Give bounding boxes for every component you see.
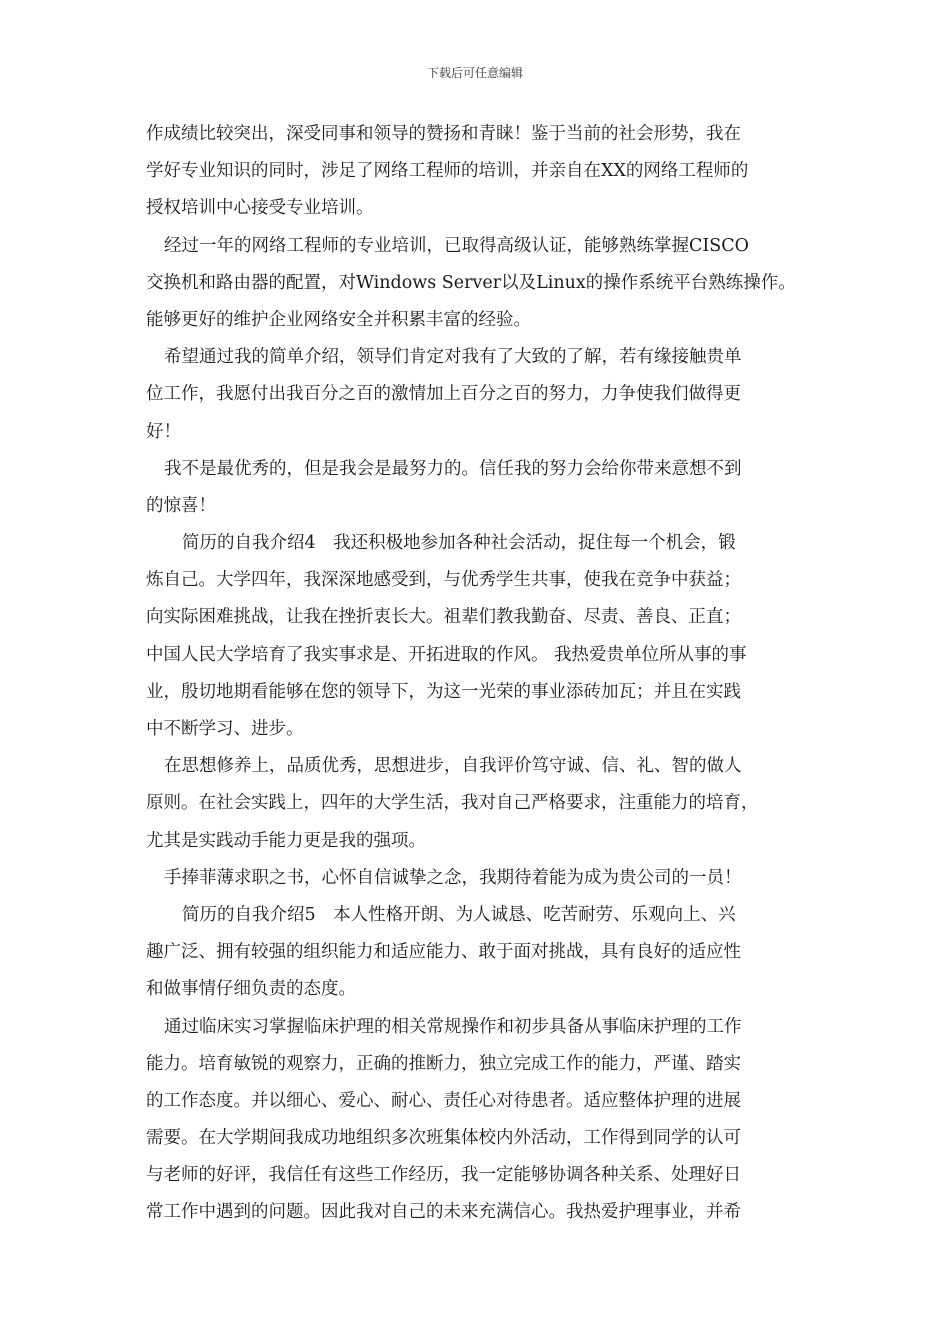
text-line: 交换机和路由器的配置，对Windows Server以及Linux的操作系统平台熟练操作。 [146, 272, 796, 293]
text-line: 需要。在大学期间我成功地组织多次班集体校内外活动，工作得到同学的认可 [146, 1128, 741, 1149]
section-heading-line: 简历的自我介绍4 我还积极地参加各种社会活动，捉住每一个机会，锻 [182, 533, 736, 554]
text-line: 向实际困难挑战，让我在挫折衷长大。祖辈们教我勤奋、尽责、善良、正直； [146, 607, 741, 628]
paragraph-start: 经过一年的网络工程师的专业培训，已取得高级认证，能够熟练掌握CISCO [164, 235, 750, 256]
text-line: 趣广泛、拥有较强的组织能力和适应能力、敢于面对挑战，具有良好的适应性 [146, 942, 741, 963]
text-line: 能力。培育敏锐的观察力，正确的推断力，独立完成工作的能力，严谨、踏实 [146, 1053, 741, 1074]
text-line: 作成绩比较突出，深受同事和领导的赞扬和青睐！鉴于当前的社会形势，我在 [146, 124, 741, 144]
text-line: 炼自己。大学四年，我深深地感受到，与优秀学生共事，使我在竞争中获益； [146, 570, 741, 591]
page-header: 下载后可任意编辑 [426, 66, 523, 80]
text-line: 与老师的好评，我信任有这些工作经历，我一定能够协调各种关系、处理好日 [146, 1165, 741, 1186]
text-line: 中国人民大学培育了我实事求是、开拓进取的作风。 我热爱贵单位所从事的事 [146, 644, 747, 665]
text-line: 能够更好的维护企业网络安全并积累丰富的经验。 [146, 309, 531, 330]
paragraph-start: 我不是最优秀的，但是我会是最努力的。信任我的努力会给你带来意想不到 [164, 458, 742, 479]
paragraph-start: 希望通过我的简单介绍，领导们肯定对我有了大致的了解，若有缘接触贵单 [164, 347, 742, 368]
text-line: 位工作，我愿付出我百分之百的激情加上百分之百的努力，力争使我们做得更 [146, 384, 741, 405]
section-heading-line: 简历的自我介绍5 本人性格开朗、为人诚恳、吃苦耐劳、乐观向上、兴 [182, 904, 736, 925]
text-line: 业，殷切地期看能够在您的领导下，为这一光荣的事业添砖加瓦；并且在实践 [146, 681, 741, 702]
text-line: 原则。在社会实践上，四年的大学生活，我对自己严格要求，注重能力的培育， [146, 793, 759, 814]
text-line: 的惊喜！ [146, 495, 216, 516]
text-line: 尤其是实践动手能力更是我的强项。 [146, 830, 426, 851]
text-line: 授权培训中心接受专业培训。 [146, 198, 374, 219]
document-body [146, 116, 814, 1232]
text-line: 学好专业知识的同时，涉足了网络工程师的培训，并亲自在XX的网络工程师的 [146, 161, 749, 182]
text-line: 和做事情仔细负责的态度。 [146, 979, 356, 1000]
paragraph-start: 手捧菲薄求职之书，心怀自信诚挚之念，我期待着能为成为贵公司的一员！ [164, 867, 742, 888]
text-line: 常工作中遇到的问题。因此我对自己的未来充满信心。我热爱护理事业，并希 [146, 1202, 741, 1223]
paragraph-start: 通过临床实习掌握临床护理的相关常规操作和初步具备从事临床护理的工作 [164, 1016, 742, 1037]
text-line: 的工作态度。并以细心、爱心、耐心、责任心对待患者。适应整体护理的进展 [146, 1090, 741, 1111]
text-line: 中不断学习、进步。 [146, 719, 304, 739]
text-line: 好！ [146, 421, 181, 442]
paragraph-start: 在思想修养上，品质优秀，思想进步，自我评价笃守诚、信、礼、智的做人 [164, 756, 742, 777]
